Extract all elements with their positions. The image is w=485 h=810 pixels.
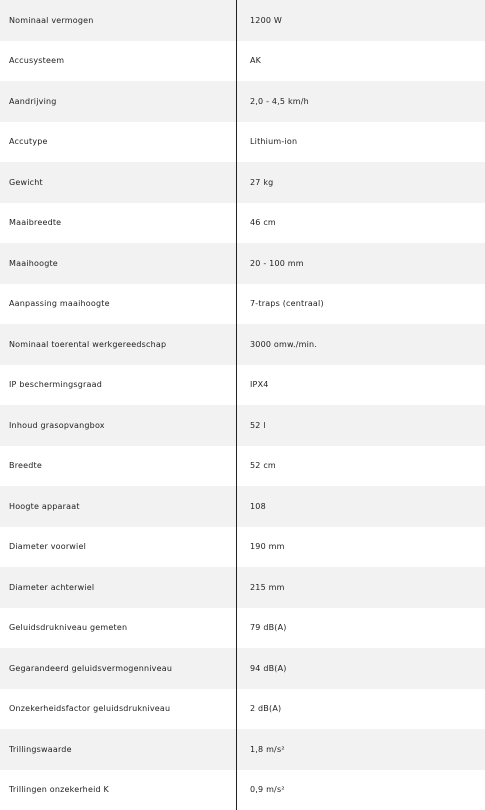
spec-label: Accusysteem [0,41,236,82]
spec-value: IPX4 [237,365,485,406]
spec-value: 46 cm [237,203,485,244]
spec-label: Geluidsdrukniveau gemeten [0,608,236,649]
spec-label: IP beschermingsgraad [0,365,236,406]
spec-label: Diameter voorwiel [0,527,236,568]
spec-label: Aanpassing maaihoogte [0,284,236,325]
spec-label: Aandrijving [0,81,236,122]
spec-value: 27 kg [237,162,485,203]
spec-row [0,770,485,810]
spec-value: Lithium-ion [237,122,485,163]
spec-value: 3000 omw./min. [237,324,485,365]
spec-label: Onzekerheidsfactor geluidsdrukniveau [0,689,236,730]
spec-row [0,203,485,244]
spec-label: Gegarandeerd geluidsvermogenniveau [0,648,236,689]
spec-value: AK [237,41,485,82]
spec-row [0,405,485,446]
spec-label: Nominaal toerental werkgereedschap [0,324,236,365]
spec-label: Nominaal vermogen [0,0,236,41]
spec-value: 1,8 m/s² [237,729,485,770]
spec-row [0,729,485,770]
spec-row [0,243,485,284]
spec-label: Diameter achterwiel [0,567,236,608]
spec-row [0,608,485,649]
spec-value: 79 dB(A) [237,608,485,649]
spec-value: 2 dB(A) [237,689,485,730]
spec-value: 20 - 100 mm [237,243,485,284]
spec-label: Gewicht [0,162,236,203]
spec-value: 2,0 - 4,5 km/h [237,81,485,122]
spec-value: 52 l [237,405,485,446]
spec-row [0,284,485,325]
spec-value: 0,9 m/s² [237,770,485,810]
spec-row [0,527,485,568]
spec-value: 52 cm [237,446,485,487]
spec-row [0,0,485,41]
spec-row [0,648,485,689]
spec-row [0,365,485,406]
spec-row [0,689,485,730]
spec-label: Inhoud grasopvangbox [0,405,236,446]
spec-row [0,446,485,487]
spec-row [0,486,485,527]
spec-value: 215 mm [237,567,485,608]
spec-value: 190 mm [237,527,485,568]
spec-row [0,567,485,608]
spec-row [0,81,485,122]
spec-label: Trillingen onzekerheid K [0,770,236,810]
spec-label: Breedte [0,446,236,487]
spec-value: 94 dB(A) [237,648,485,689]
spec-value: 1200 W [237,0,485,41]
spec-row [0,162,485,203]
spec-row [0,122,485,163]
spec-value: 7-traps (centraal) [237,284,485,325]
spec-row [0,41,485,82]
spec-label: Accutype [0,122,236,163]
spec-label: Maaibreedte [0,203,236,244]
spec-value: 108 [237,486,485,527]
spec-row [0,324,485,365]
spec-label: Trillingswaarde [0,729,236,770]
spec-label: Maaihoogte [0,243,236,284]
spec-label: Hoogte apparaat [0,486,236,527]
